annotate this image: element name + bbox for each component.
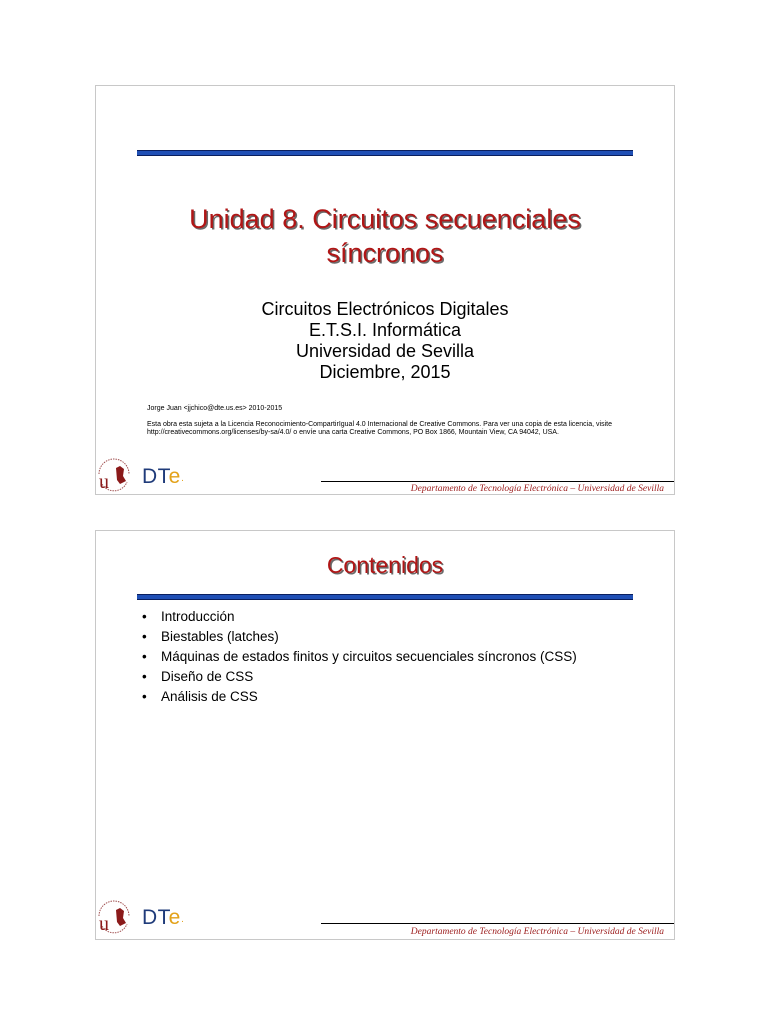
svg-text:u: u <box>99 471 109 493</box>
slide-title <box>95 85 675 495</box>
university-name: Universidad de Sevilla <box>295 341 475 361</box>
list-item: • Diseño de CSS <box>142 667 577 687</box>
footer-rule <box>321 481 674 482</box>
footer-rule <box>321 923 674 924</box>
header-bar <box>137 594 633 600</box>
license-text: Esta obra esta sujeta a la Licencia Reconocimiento-CompartirIgual 4.0 Internacional de Creative Commons. Para ver una copia de esta licencia, visite http://creativecommons.org/licenses/by-sa/4.0/ o envíe una carta Creative Commons, PO Box 1866, Mountain View, CA 94042, USA. <box>147 421 612 436</box>
university-seal-logo <box>96 896 132 938</box>
svg-text:u: u <box>99 913 109 935</box>
header-bar <box>137 150 633 156</box>
slide-title-text: Contenidos <box>326 552 444 578</box>
title-line-1: Unidad 8. Circuitos secuenciales <box>189 204 581 234</box>
list-item: • Máquinas de estados finitos y circuitos secuenciales síncronos (CSS) <box>142 647 577 667</box>
dte-logo-e: e <box>168 465 181 488</box>
date: Diciembre, 2015 <box>319 362 451 382</box>
subtitle-block <box>116 299 654 383</box>
contents-list <box>142 607 577 707</box>
list-item: • Análisis de CSS <box>142 687 577 707</box>
slide-title-text <box>116 203 654 271</box>
university-seal-logo <box>96 454 132 496</box>
dte-logo: DTe· <box>142 906 185 929</box>
footer-text: Departamento de Tecnología Electrónica – Universidad de Sevilla <box>410 484 664 494</box>
dte-logo-letters: DT <box>142 906 169 929</box>
footer-text: Departamento de Tecnología Electrónica – Universidad de Sevilla <box>410 927 664 937</box>
title-line-2: síncronos <box>326 237 444 268</box>
school-name: E.T.S.I. Informática <box>308 320 462 340</box>
list-item: • Biestables (latches) <box>142 627 577 647</box>
dte-logo-e: e <box>168 906 181 929</box>
dte-logo: DTe· <box>142 465 185 488</box>
dte-logo-letters: DT <box>142 465 169 488</box>
author-line: Jorge Juan <jjchico@dte.us.es> 2010-2015 <box>147 405 283 412</box>
list-item: • Introducción <box>142 607 577 627</box>
slide-contents <box>95 530 675 940</box>
course-name: Circuitos Electrónicos Digitales <box>261 299 509 319</box>
